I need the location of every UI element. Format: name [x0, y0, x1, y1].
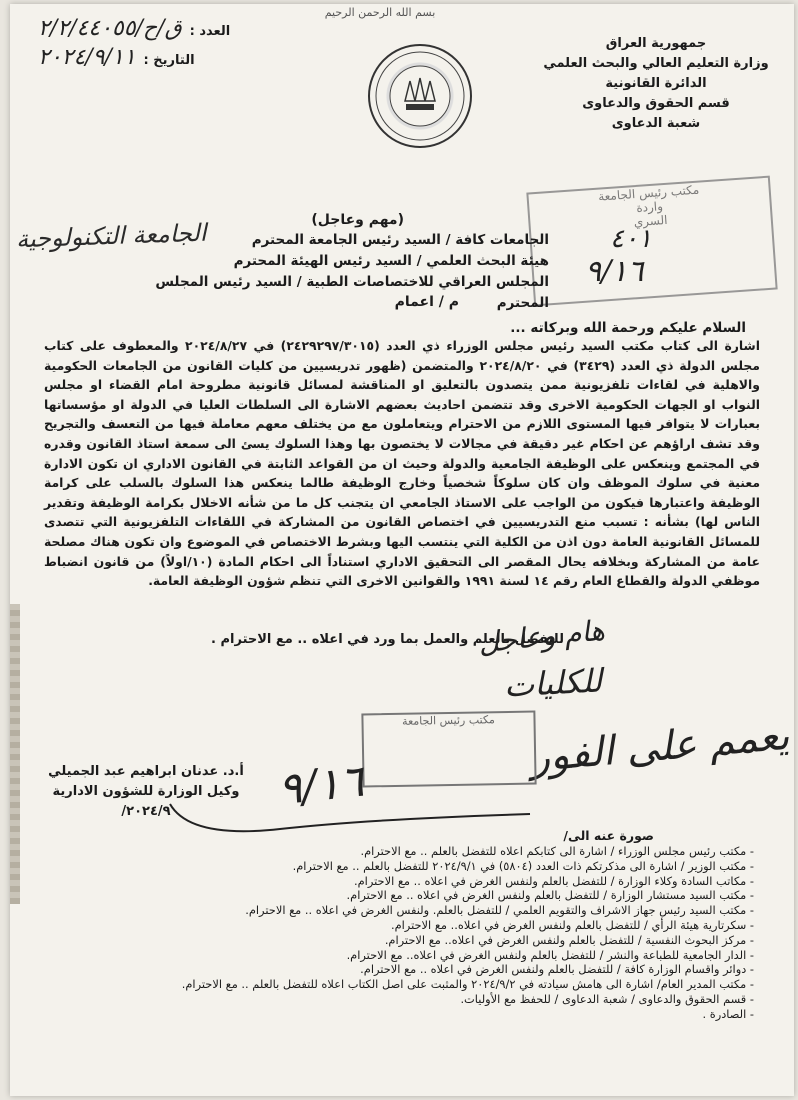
handwritten-recipient: الجامعة التكنولوجية — [15, 218, 207, 254]
handwritten-date: ٩/١٦ — [275, 755, 367, 816]
reference-date: ٢٠٢٤/٩/١١ — [38, 45, 136, 70]
ministry-seal — [368, 44, 472, 148]
urgency-label: (مهم وعاجل) — [311, 212, 404, 228]
copies-title: صورة عنه الى/ — [563, 828, 654, 843]
addressees — [129, 230, 549, 314]
reference-number-label: العدد : — [189, 24, 231, 39]
subject-line: م / اعمام — [394, 294, 459, 310]
list-item: - مكاتب السادة وكلاء الوزارة / للتفضل بالعلم ولنفس الغرض في اعلاه .. مع الاحترام. — [353, 873, 754, 888]
stamp-incoming-number: ٤٠١ — [610, 224, 652, 254]
signer-title: وكيل الوزارة للشؤون الادارية — [52, 784, 240, 799]
letterhead-line: الدائرة القانونية — [605, 76, 707, 91]
signer-name: أ.د. عدنان ابراهيم عبد الجميلي — [48, 764, 244, 779]
closing-line: للتفضل بالعلم والعمل بما ورد في اعلاه .. مع الاحترام . — [211, 632, 564, 647]
signature-block — [46, 762, 246, 822]
letterhead-line: وزارة التعليم العالي والبحث العلمي — [543, 56, 769, 71]
stamp-line: واردة — [635, 199, 664, 215]
letterhead-line: جمهورية العراق — [605, 36, 707, 51]
list-item: - مركز البحوث النفسية / للتفضل بالعلم ولنفس الغرض في اعلاه.. مع الاحترام. — [384, 932, 754, 947]
list-item: - مكتب المدير العام/ اشارة الى هامش سيادته في ٢٠٢٤/٩/٢ والمثبت على اصل الكتاب اعلاه للتفضل بالعلم .. مع الاحترام. — [181, 977, 754, 992]
addressee-line: الجامعات كافة / السيد رئيس الجامعة المحترم — [251, 232, 549, 248]
list-item: - مكتب السيد رئيس جهاز الاشراف والتقويم العلمي / للتفضل بالعلم. ولنفس الغرض في اعلاه .. مع الاحترام. — [245, 903, 754, 918]
letterhead-line: شعبة الدعاوى — [611, 116, 701, 131]
stamp-line: مكتب رئيس الجامعة — [597, 182, 700, 204]
stamp-incoming-date: ٩/١٦ — [585, 254, 644, 289]
addressee-line: هيئة البحث العلمي / السيد رئيس الهيئة المحترم — [233, 253, 549, 269]
body-paragraph: اشارة الى كتاب مكتب السيد رئيس مجلس الوزراء ذي العدد (٢٤٢٩٢٩٧/٣٠١٥) في ٢٠٢٤/٨/٢٧ والمعطوف على كتاب مجلس الدولة ذي العدد (٣٤٢٩) في ٢٠٢٤/٨/٢٠ والمتضمن (ظهور تدريسيين من كليات القانون من الجامعات الحكومية والاهلية في لقاءات تلفزيونية ممن يتصدون بالتعليق او المناقشة لمسائل قانونية مطروحة امام القضاء او مجلس النواب او الجهات الحكومية الاخرى وقد تتضمن احاديث بعضهم الاشارة الى السلطات العليا في الدولة او مؤسساتها بعبارات لا يتوافر فيها المستوى اللازم من الاحترام ويتعاملون مع من يختلف معهم معاملة فيها من التعسف والتجريح وقد تشف اراؤهم عن احكام غير دقيقة في مجالات لا يختصون بها وهذا السلوك يسئ الى سمعة استاذ القانون وقدره في المجتمع وينعكس على الوظيفة الجامعية والدولة وحيث ان من القواعد الثابتة في القانون الاداري ان تكون الادارة معنية في سلوك الموظف وان كان سلوكاً شخصياً وخارج الوظيفة طالما ينعكس هذا السلوك بالسلب على كرامة الوظيفة واعتبارها فيكون من الواجب على الاستاذ الجامعي ان يتجنب كل ما من شأنه الاخلال بكرامة الوظيفة وتقدير الناس لها) بشأنه : تسبب منع التدريسيين في اختصاص القانون من المشاركة في اللقاءات التلفزيونية التي تتصدى للمسائل القانونية العامة دون اذن من الكلية التي ينتسب اليها وبشرط الاختصاص في الموضوع وان تكون هناك مصلحة عامة من المشاركة وبخلافه يحال المقصر الى التحقيق الاداري استناداً الى احكام المادة (١٠/اولاً) من قانون انضباط موظفي الدولة والقطاع العام رقم ١٤ لسنة ١٩٩١ والقوانين الاخرى التي تنظم شؤون الوظيفة العامة. — [44, 338, 760, 589]
reference-date-label: التاريخ : — [143, 53, 195, 68]
list-item: - مكتب الوزير / اشارة الى مذكرتكم ذات العدد (٥٨٠٤) في ٢٠٢٤/٩/١ للتفضل بالعلم .. مع الاحترام. — [292, 858, 754, 873]
list-item: - دوائر واقسام الوزارة كافة / للتفضل بالعلم ولنفس الغرض في اعلاه .. مع الاحترام. — [360, 962, 754, 977]
handwritten-note: يعمم على الفور — [528, 712, 792, 782]
addressee-line: المجلس العراقي للاختصاصات الطبية / السيد رئيس المجلس المحترم — [155, 274, 549, 311]
letterhead — [536, 34, 776, 134]
list-item: - الصادرة . — [702, 1006, 754, 1021]
list-item: - مكتب السيد مستشار الوزارة / للتفضل بالعلم ولنفس الغرض في اعلاه .. مع الاحترام. — [346, 888, 754, 903]
basmala: بسم الله الرحمن الرحيم — [324, 6, 436, 19]
letterhead-line: قسم الحقوق والدعاوى — [582, 96, 730, 111]
signer-date: ٢٠٢٤/٩/ — [121, 804, 171, 819]
stamp-line: السري — [633, 212, 668, 230]
reference-number: ق/ح/٢/٢/٤٤٠٥٥ — [38, 16, 182, 41]
incoming-stamp — [526, 176, 777, 307]
list-item: - الدار الجامعية للطباعة والنشر / للتفضل بالعلم ولنفس الغرض في اعلاه.. مع الاحترام. — [346, 947, 754, 962]
letter-body — [44, 336, 760, 591]
list-item: - قسم الحقوق والدعاوى / شعبة الدعاوى / للحفظ مع الأوليات. — [460, 991, 754, 1006]
handwritten-note: هام وعاجل — [476, 613, 607, 660]
greeting: السلام عليكم ورحمة الله وبركاته ... — [510, 320, 746, 336]
seal-emblem-icon — [370, 46, 470, 146]
list-item: - مكتب رئيس مجلس الوزراء / اشارة الى كتابكم اعلاه للتفضل بالعلم .. مع الاحترام. — [360, 844, 754, 858]
office-stamp: مكتب رئيس الجامعة — [361, 710, 536, 787]
document-page — [10, 4, 794, 1096]
list-item: - سكرتارية هيئة الرأي / للتفضل بالعلم ولنفس الغرض في اعلاه.. مع الاحترام. — [390, 917, 754, 932]
handwritten-note: للكليات — [503, 661, 604, 705]
reference-block — [38, 12, 288, 70]
copies-list — [14, 844, 754, 1022]
